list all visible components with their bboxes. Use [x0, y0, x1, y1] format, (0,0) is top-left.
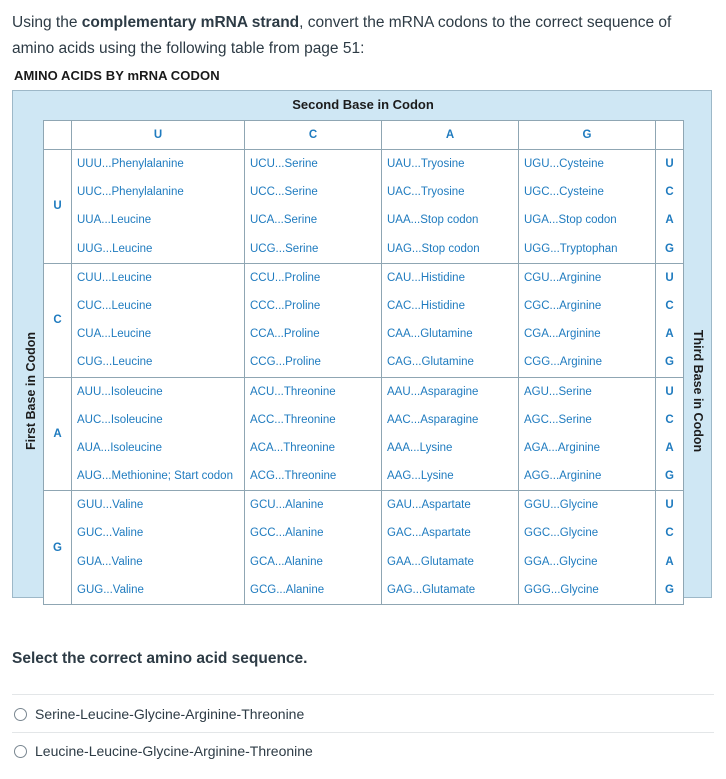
codon-entry: AAC...Asparagine [387, 413, 479, 426]
first-base-label: First Base in Codon [24, 331, 38, 451]
third-base-letter: A [665, 328, 674, 341]
codon-cell-group [245, 150, 382, 264]
header-corner [44, 121, 72, 150]
codon-cell-group [245, 491, 382, 605]
third-base-letter: U [665, 499, 674, 512]
codon-entry: GUG...Valine [77, 583, 144, 596]
codon-entry: UGU...Cysteine [524, 158, 604, 170]
codon-entry: UGC...Cysteine [524, 186, 604, 199]
first-base-cell: G [44, 491, 72, 605]
codon-cell-group [519, 150, 656, 264]
answer-choice-label: Serine-Leucine-Glycine-Arginine-Threonine [35, 706, 305, 722]
codon-entry: CAC...Histidine [387, 299, 465, 312]
divider [12, 694, 714, 695]
column-header: C [245, 121, 382, 150]
codon-entry: CGA...Arginine [524, 328, 601, 341]
codon-entry: UUG...Leucine [77, 242, 153, 255]
codon-entry: AUU...Isoleucine [77, 385, 163, 398]
codon-entry: ACA...Threonine [250, 441, 336, 454]
codon-cell-group [382, 263, 519, 377]
codon-table-figure [12, 90, 712, 598]
codon-entry: CAG...Glutamine [387, 356, 474, 369]
codon-cell-group [72, 263, 245, 377]
first-base-cell: C [44, 263, 72, 377]
column-header: G [519, 121, 656, 150]
codon-entry: GUU...Valine [77, 499, 144, 512]
codon-cell-group [245, 263, 382, 377]
answer-choice[interactable] [14, 743, 313, 759]
third-base-letter: C [665, 186, 674, 199]
third-base-letter: G [665, 356, 674, 369]
codon-group-row [44, 491, 684, 605]
codon-entry: AUG...Methionine; Start codon [77, 470, 233, 483]
codon-entry: GAC...Aspartate [387, 527, 471, 540]
codon-entry: UAU...Tryosine [387, 158, 465, 170]
codon-entry: GAA...Glutamate [387, 555, 474, 568]
divider [12, 732, 714, 733]
codon-entry: GGG...Glycine [524, 583, 599, 596]
codon-entry: ACC...Threonine [250, 413, 336, 426]
third-base-letter: A [665, 441, 674, 454]
codon-entry: GGU...Glycine [524, 499, 599, 512]
codon-entry: GUA...Valine [77, 555, 143, 568]
column-header: A [382, 121, 519, 150]
select-instruction: Select the correct amino acid sequence. [12, 650, 308, 667]
third-base-letter: C [665, 299, 674, 312]
codon-entry: UCG...Serine [250, 242, 319, 255]
codon-entry: UUC...Phenylalanine [77, 186, 184, 199]
third-base-letter: G [665, 470, 674, 483]
codon-entry: UGA...Stop codon [524, 214, 617, 227]
column-header: U [72, 121, 245, 150]
codon-cell-group [245, 377, 382, 491]
third-base-letter: G [665, 583, 674, 596]
codon-entry: GAU...Aspartate [387, 499, 471, 512]
codon-entry: UAG...Stop codon [387, 242, 480, 255]
codon-grid [43, 120, 684, 605]
header-corner [656, 121, 684, 150]
first-base-cell: U [44, 150, 72, 264]
codon-entry: GCU...Alanine [250, 499, 324, 512]
codon-entry: AAU...Asparagine [387, 385, 479, 398]
codon-entry: CCG...Proline [250, 356, 321, 369]
codon-cell-group [382, 150, 519, 264]
codon-entry: AUA...Isoleucine [77, 441, 163, 454]
codon-entry: CCC...Proline [250, 299, 321, 312]
third-base-letter: C [665, 413, 674, 426]
codon-group-row [44, 377, 684, 491]
prompt-bold-text: complementary mRNA strand [81, 14, 300, 31]
codon-entry: UGG...Tryptophan [524, 242, 618, 255]
codon-entry: CUU...Leucine [77, 271, 152, 284]
question-prompt [12, 10, 712, 62]
prompt-text-start: Using the [12, 14, 82, 31]
codon-group-row [44, 150, 684, 264]
codon-entry: UAA...Stop codon [387, 214, 479, 227]
codon-entry: GCC...Alanine [250, 527, 324, 540]
codon-entry: UUU...Phenylalanine [77, 158, 184, 170]
third-base-cell [656, 491, 684, 605]
third-base-cell [656, 263, 684, 377]
codon-entry: CAU...Histidine [387, 271, 465, 284]
answer-choice-label: Leucine-Leucine-Glycine-Arginine-Threonine [35, 743, 313, 759]
column-header-row [44, 121, 684, 150]
second-base-header: Second Base in Codon [292, 97, 434, 112]
codon-entry: AGU...Serine [524, 385, 592, 398]
codon-cell-group [519, 377, 656, 491]
third-base-cell [656, 377, 684, 491]
codon-entry: AAA...Lysine [387, 441, 453, 454]
codon-entry: UAC...Tryosine [387, 186, 465, 199]
radio-button[interactable] [14, 745, 27, 758]
third-base-letter: U [665, 385, 674, 398]
codon-entry: GGA...Glycine [524, 555, 598, 568]
third-base-letter: C [665, 527, 674, 540]
codon-entry: AAG...Lysine [387, 470, 454, 483]
codon-cell-group [382, 377, 519, 491]
table-title: AMINO ACIDS BY mRNA CODON [14, 68, 220, 83]
codon-entry: AUC...Isoleucine [77, 413, 163, 426]
third-base-letter: G [665, 242, 674, 255]
codon-cell-group [382, 491, 519, 605]
codon-group-row [44, 263, 684, 377]
answer-choice[interactable] [14, 706, 304, 722]
codon-entry: GAG...Glutamate [387, 583, 476, 596]
codon-entry: AGA...Arginine [524, 441, 601, 454]
codon-entry: GGC...Glycine [524, 527, 599, 540]
codon-cell-group [72, 491, 245, 605]
codon-entry: CUG...Leucine [77, 356, 153, 369]
codon-entry: UCA...Serine [250, 214, 318, 227]
codon-entry: CGG...Arginine [524, 356, 602, 369]
prompt-text-end: , convert the mRNA codons to the correct sequence of amino acids using the following table from page 51: [12, 14, 672, 57]
first-base-cell: A [44, 377, 72, 491]
codon-entry: AGG...Arginine [524, 470, 602, 483]
codon-entry: CGC...Arginine [524, 299, 602, 312]
codon-entry: CGU...Arginine [524, 271, 602, 284]
codon-cell-group [519, 263, 656, 377]
codon-entry: GUC...Valine [77, 527, 144, 540]
codon-entry: CUA...Leucine [77, 328, 152, 341]
codon-entry: UCC...Serine [250, 186, 318, 199]
third-base-label: Third Base in Codon [691, 329, 705, 453]
radio-button[interactable] [14, 708, 27, 721]
third-base-cell [656, 150, 684, 264]
codon-entry: ACU...Threonine [250, 385, 336, 398]
third-base-letter: A [665, 214, 674, 227]
third-base-letter: U [665, 271, 674, 284]
codon-entry: GCG...Alanine [250, 583, 325, 596]
codon-entry: GCA...Alanine [250, 555, 323, 568]
codon-entry: ACG...Threonine [250, 470, 337, 483]
third-base-letter: U [665, 158, 674, 170]
codon-cell-group [72, 377, 245, 491]
codon-entry: AGC...Serine [524, 413, 592, 426]
codon-entry: CCA...Proline [250, 328, 320, 341]
codon-entry: CUC...Leucine [77, 299, 152, 312]
codon-cell-group [72, 150, 245, 264]
codon-entry: UUA...Leucine [77, 214, 152, 227]
codon-entry: CAA...Glutamine [387, 328, 473, 341]
third-base-letter: A [665, 555, 674, 568]
codon-cell-group [519, 491, 656, 605]
codon-entry: UCU...Serine [250, 158, 318, 170]
codon-entry: CCU...Proline [250, 271, 321, 284]
